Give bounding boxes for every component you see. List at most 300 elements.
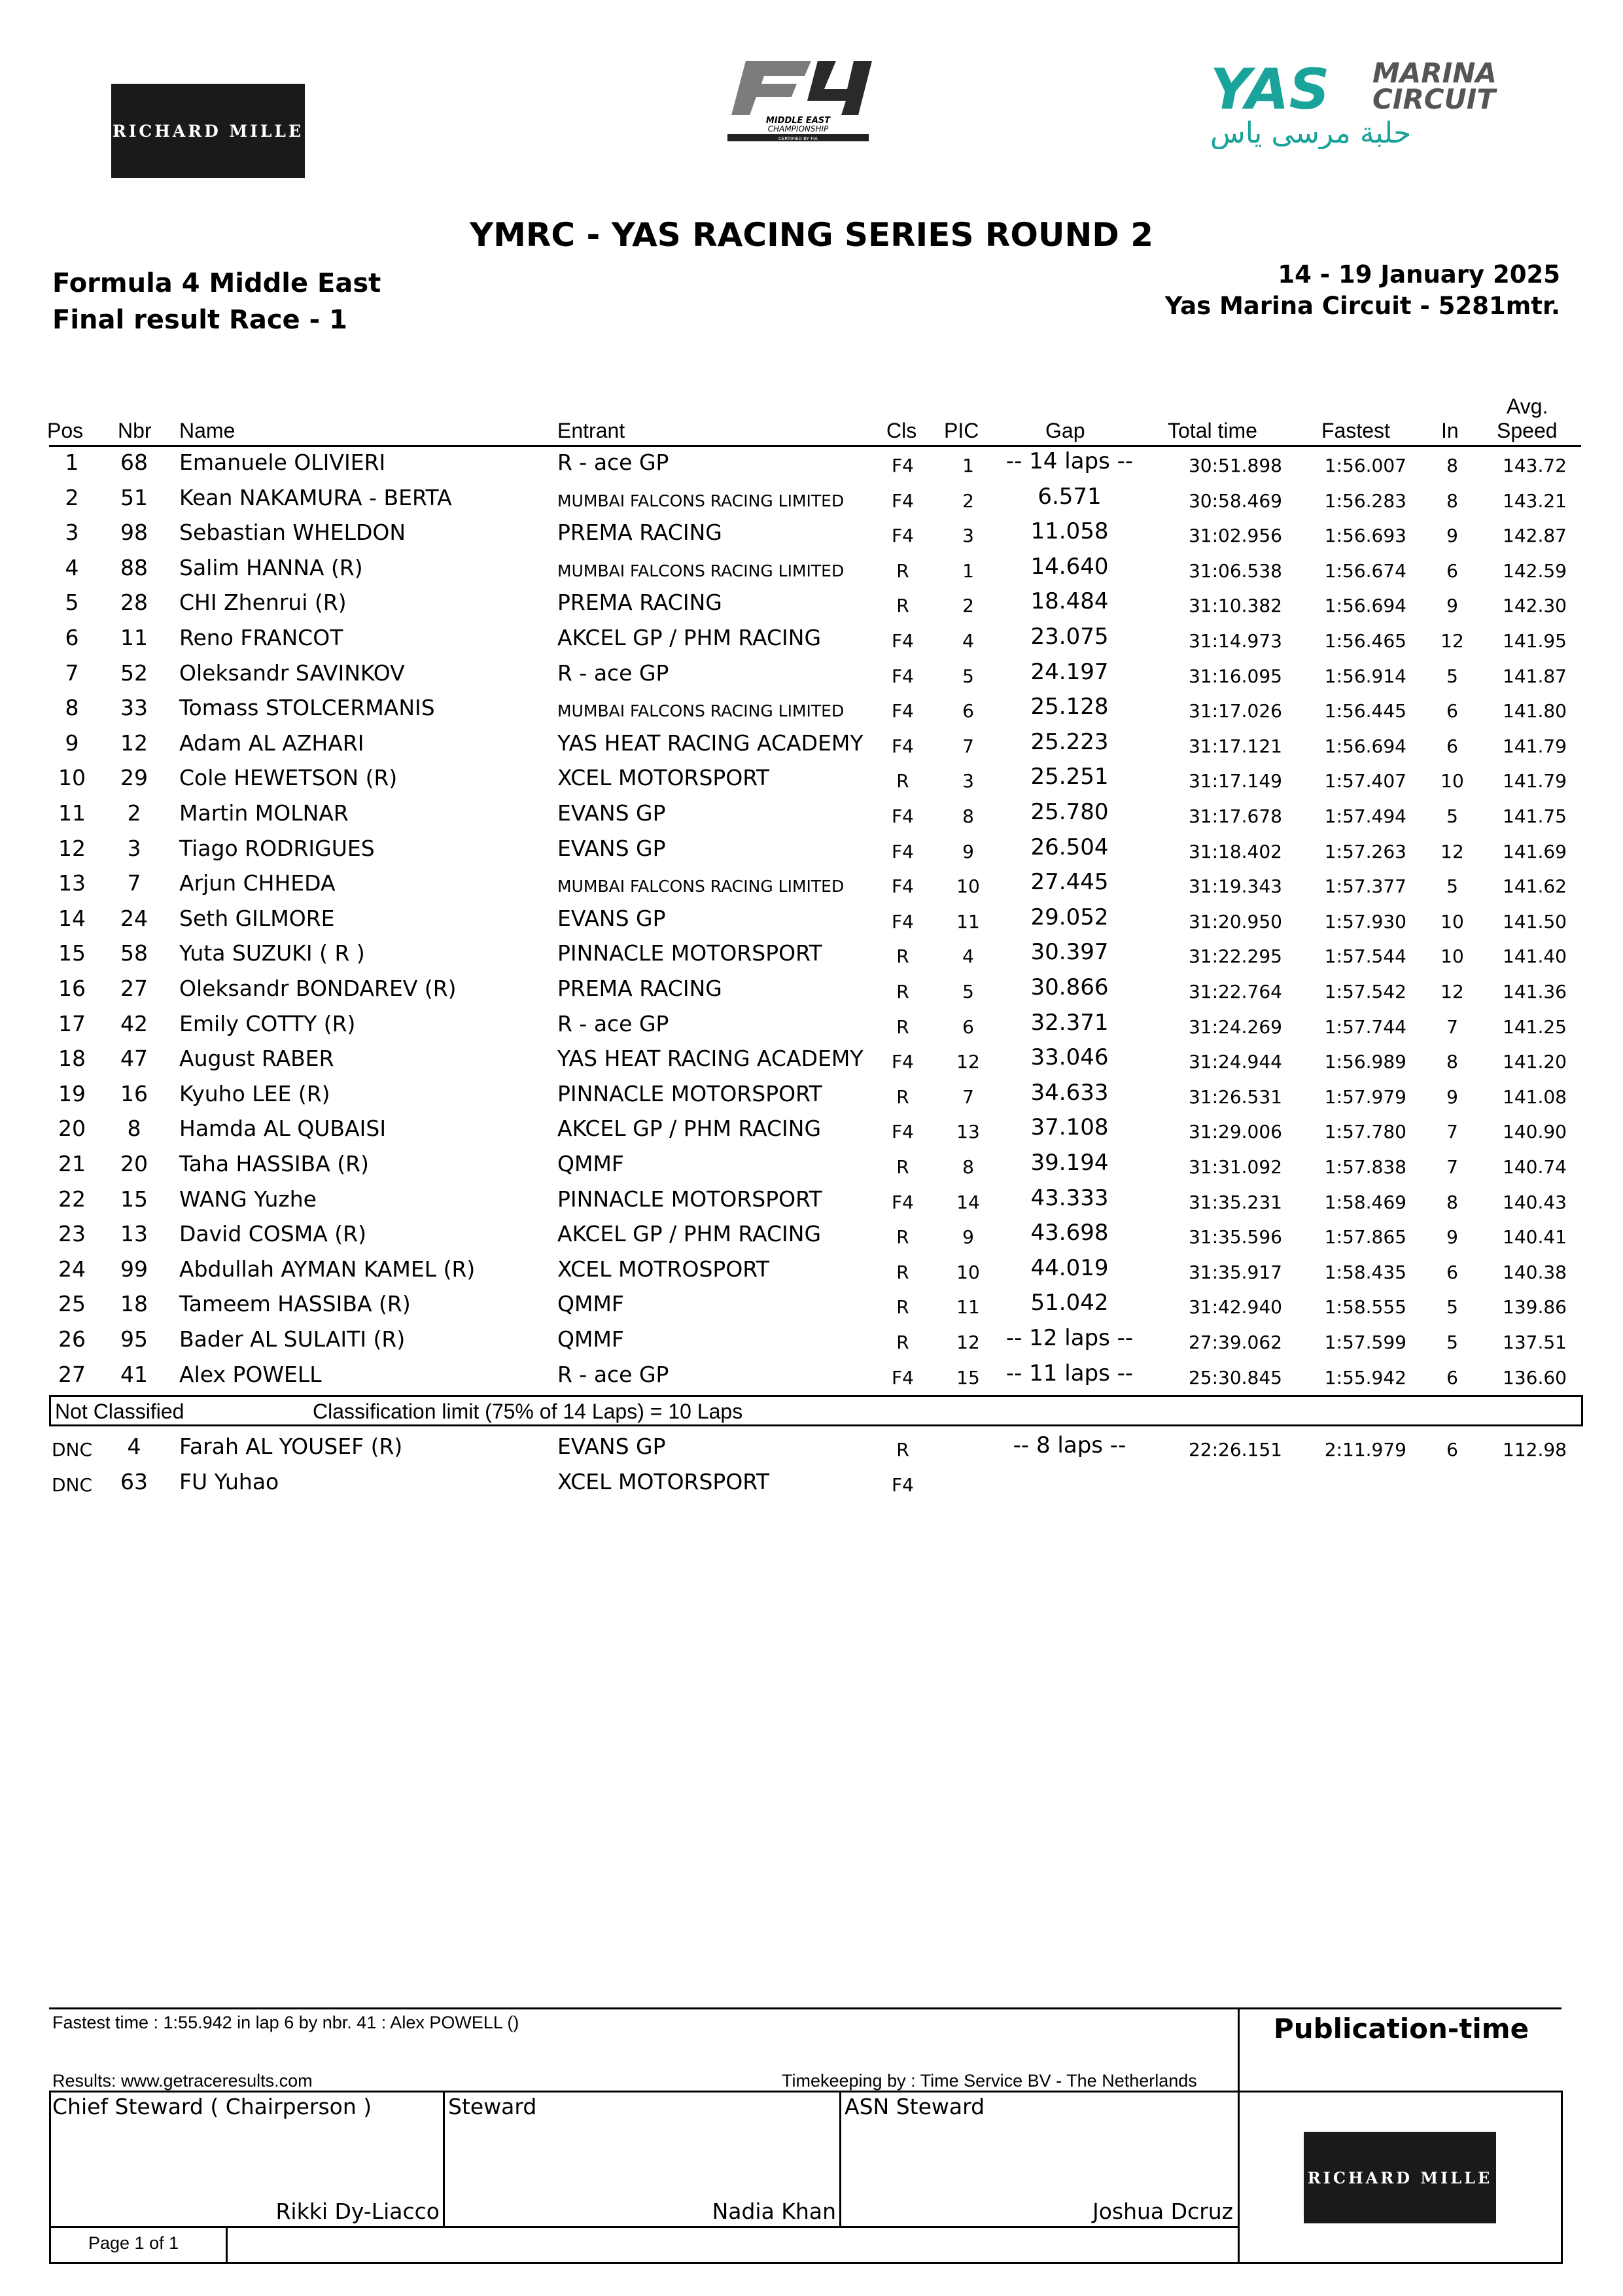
cell-speed: 141.69 <box>1503 840 1567 862</box>
cell-fastest: 1:57.780 <box>1324 1121 1406 1143</box>
f4-middle-east-logo <box>713 58 883 143</box>
cell-nbr: 52 <box>120 660 148 686</box>
result-row <box>0 622 1623 658</box>
cell-cls: F4 <box>892 700 914 722</box>
cell-pic: 6 <box>962 700 974 722</box>
cell-fastest: 2:11.979 <box>1324 1439 1406 1460</box>
cell-nbr: 16 <box>120 1080 148 1106</box>
cell-pos: 11 <box>58 800 86 826</box>
cell-cls: F4 <box>892 1366 914 1388</box>
cell-speed: 139.86 <box>1503 1296 1567 1318</box>
yas-marina-circuit-logo <box>1210 58 1557 149</box>
cell-name: Cole HEWETSON (R) <box>179 765 398 791</box>
cell-name: Yuta SUZUKI ( R ) <box>179 940 365 966</box>
cell-entrant: MUMBAI FALCONS RACING LIMITED <box>557 561 845 580</box>
cell-pic: 4 <box>962 945 974 968</box>
publication-time: Publication-time <box>1273 2013 1529 2045</box>
cell-nbr: 95 <box>120 1326 148 1352</box>
cell-cls: R <box>896 1296 909 1318</box>
cell-name: Martin MOLNAR <box>179 800 349 826</box>
cell-fastest: 1:56.283 <box>1324 489 1406 512</box>
cell-total: 31:17.026 <box>1188 700 1282 722</box>
cell-entrant: R - ace GP <box>557 1010 669 1036</box>
cell-gap: -- 12 laps -- <box>1005 1325 1134 1351</box>
cell-fastest: 1:56.989 <box>1324 1051 1406 1073</box>
cell-fastest: 1:57.865 <box>1324 1226 1406 1248</box>
col-fastest: Fastest <box>1321 419 1390 442</box>
cell-pos: 5 <box>65 590 79 616</box>
cell-nbr: 68 <box>120 450 148 475</box>
cell-name: Oleksandr BONDAREV (R) <box>179 976 457 1001</box>
cell-gap: 29.052 <box>1030 904 1109 930</box>
svg-text:CHAMPIONSHIP: CHAMPIONSHIP <box>767 124 829 133</box>
result-row <box>0 587 1623 622</box>
cell-nbr: 41 <box>120 1361 148 1387</box>
col-pos: Pos <box>47 419 84 442</box>
cell-cls: F4 <box>892 665 914 687</box>
svg-text:CIRCUIT: CIRCUIT <box>1372 83 1495 115</box>
cell-in: 12 <box>1440 981 1464 1002</box>
cell-name: Seth GILMORE <box>179 905 335 931</box>
cell-speed: 112.98 <box>1503 1439 1567 1460</box>
svg-text:حلبة مرسى ياس: حلبة مرسى ياس <box>1210 116 1412 149</box>
cell-speed: 140.41 <box>1503 1226 1567 1248</box>
cell-gap: 11.058 <box>1030 518 1109 545</box>
cell-in: 10 <box>1440 770 1464 792</box>
richard-mille-logo: RICHARD MILLE <box>111 84 305 178</box>
cell-in: 5 <box>1446 665 1458 687</box>
cell-total: 31:29.006 <box>1188 1121 1282 1143</box>
cell-total: 31:26.531 <box>1188 1086 1282 1108</box>
cell-in: 5 <box>1446 1332 1458 1353</box>
result-row <box>0 1008 1623 1044</box>
cell-nbr: 4 <box>127 1434 141 1459</box>
classification-limit: Classification limit (75% of 14 Laps) = 10 Laps <box>313 1400 743 1423</box>
cell-gap: 30.397 <box>1030 939 1109 966</box>
result-row <box>0 762 1623 798</box>
cell-fastest: 1:58.435 <box>1324 1261 1406 1283</box>
col-in: In <box>1441 419 1459 442</box>
cell-nbr: 27 <box>120 976 148 1001</box>
result-row <box>0 658 1623 693</box>
result-row <box>0 1359 1623 1394</box>
cell-cls: F4 <box>892 630 914 652</box>
cell-gap: 51.042 <box>1030 1290 1109 1316</box>
result-row <box>0 447 1623 482</box>
cell-cls: F4 <box>892 735 914 757</box>
cell-gap: 44.019 <box>1030 1254 1109 1281</box>
cell-name: August RABER <box>179 1046 334 1072</box>
result-row <box>0 1078 1623 1114</box>
col-avg-speed-line1: Avg. <box>1507 395 1548 418</box>
cell-nbr: 18 <box>120 1291 148 1317</box>
pub-box-bottom <box>1238 2262 1563 2264</box>
cell-nbr: 58 <box>120 940 148 966</box>
result-row <box>0 1043 1623 1078</box>
cell-fastest: 1:56.007 <box>1324 455 1406 476</box>
cell-pos: 18 <box>58 1046 86 1072</box>
result-row <box>0 868 1623 903</box>
cell-fastest: 1:57.744 <box>1324 1016 1406 1038</box>
chief-steward-name: Rikki Dy-Liacco <box>275 2199 440 2224</box>
cell-entrant: AKCEL GP / PHM RACING <box>557 1221 822 1247</box>
cell-fastest: 1:56.694 <box>1324 595 1406 617</box>
cell-pos: 24 <box>58 1256 86 1282</box>
cell-in: 8 <box>1446 455 1458 476</box>
cell-speed: 140.74 <box>1503 1156 1567 1178</box>
result-row <box>0 1184 1623 1219</box>
cell-pos: 22 <box>58 1186 86 1212</box>
dnc-row <box>0 1431 1623 1466</box>
timekeeping-note: Timekeeping by : Time Service BV - The Netherlands <box>782 2071 1197 2091</box>
cell-gap: 23.075 <box>1030 624 1109 650</box>
chief-steward-title: Chief Steward ( Chairperson ) <box>52 2094 372 2119</box>
cell-name: Emily COTTY (R) <box>179 1010 356 1036</box>
cell-cls: R <box>896 1086 909 1108</box>
cell-pic: 7 <box>962 735 974 757</box>
cell-gap: 39.194 <box>1030 1150 1109 1176</box>
pub-box-right <box>1561 2091 1563 2264</box>
cell-cls: F4 <box>892 840 914 862</box>
cell-fastest: 1:56.674 <box>1324 559 1406 582</box>
cell-entrant: QMMF <box>557 1291 624 1317</box>
cell-nbr: 33 <box>120 695 148 721</box>
cell-total: 31:17.149 <box>1188 770 1282 792</box>
cell-in: 7 <box>1446 1156 1458 1178</box>
svg-text:CERTIFIED BY FIA: CERTIFIED BY FIA <box>778 136 818 141</box>
cell-entrant: QMMF <box>557 1151 624 1176</box>
cell-fastest: 1:56.445 <box>1324 700 1406 722</box>
cell-total: 25:30.845 <box>1188 1366 1282 1388</box>
cell-pos: 15 <box>58 940 86 966</box>
result-row <box>0 482 1623 518</box>
cell-pos: 21 <box>58 1151 86 1176</box>
cell-name: Tameem HASSIBA (R) <box>179 1291 411 1317</box>
cell-name: Sebastian WHELDON <box>179 520 406 546</box>
cell-nbr: 24 <box>120 905 148 931</box>
steward-box-left <box>49 2091 51 2264</box>
col-cls: Cls <box>886 419 917 442</box>
cell-cls: F4 <box>892 910 914 932</box>
cell-cls: R <box>896 1016 909 1038</box>
cell-speed: 141.62 <box>1503 875 1567 898</box>
result-row <box>0 692 1623 728</box>
cell-pic: 9 <box>962 840 974 862</box>
cell-pic: 11 <box>956 1296 980 1318</box>
cell-entrant: EVANS GP <box>557 1434 666 1459</box>
cell-gap: 32.371 <box>1030 1009 1109 1036</box>
cell-total: 31:10.382 <box>1188 595 1282 617</box>
cell-cls: R <box>896 945 909 968</box>
cell-total: 27:39.062 <box>1188 1332 1282 1353</box>
cell-total: 31:42.940 <box>1188 1296 1282 1318</box>
cell-speed: 143.21 <box>1503 489 1567 512</box>
cell-total: 31:17.678 <box>1188 805 1282 827</box>
cell-in: 6 <box>1446 1439 1458 1460</box>
cell-cls: F4 <box>892 1474 914 1496</box>
cell-cls: R <box>896 1332 909 1353</box>
not-classified-label: Not Classified <box>55 1400 184 1423</box>
cell-pos: 20 <box>58 1116 86 1142</box>
cell-in: 8 <box>1446 489 1458 512</box>
cell-gap: 26.504 <box>1030 834 1109 860</box>
cell-name: Abdullah AYMAN KAMEL (R) <box>179 1256 476 1282</box>
steward-title: Steward <box>448 2094 537 2119</box>
cell-nbr: 63 <box>120 1468 148 1494</box>
cell-speed: 141.50 <box>1503 910 1567 932</box>
cell-name: FU Yuhao <box>179 1468 279 1494</box>
cell-gap: 37.108 <box>1030 1114 1109 1141</box>
cell-fastest: 1:56.693 <box>1324 525 1406 547</box>
cell-nbr: 28 <box>120 590 148 616</box>
cell-gap: 25.128 <box>1030 694 1109 720</box>
cell-speed: 140.38 <box>1503 1261 1567 1283</box>
col-pic: PIC <box>944 419 979 442</box>
cell-total: 31:17.121 <box>1188 735 1282 757</box>
col-name: Name <box>179 419 236 442</box>
cell-cls: R <box>896 1156 909 1178</box>
col-nbr: Nbr <box>118 419 152 442</box>
cell-speed: 142.59 <box>1503 559 1567 582</box>
col-gap: Gap <box>1045 419 1085 442</box>
cell-total: 31:06.538 <box>1188 559 1282 582</box>
cell-entrant: PINNACLE MOTORSPORT <box>557 1080 822 1106</box>
result-row <box>0 973 1623 1008</box>
cell-in: 7 <box>1446 1121 1458 1143</box>
cell-gap: 33.046 <box>1030 1044 1109 1071</box>
cell-name: Farah AL YOUSEF (R) <box>179 1434 403 1459</box>
cell-in: 9 <box>1446 1086 1458 1108</box>
cell-speed: 143.72 <box>1503 455 1567 476</box>
cell-cls: F4 <box>892 805 914 827</box>
cell-pos: 19 <box>58 1080 86 1106</box>
page-box-bottom <box>49 2262 1240 2264</box>
cell-in: 6 <box>1446 1366 1458 1388</box>
cell-name: Alex POWELL <box>179 1361 322 1387</box>
cell-total: 30:58.469 <box>1188 489 1282 512</box>
cell-cls: F4 <box>892 525 914 547</box>
cell-in: 12 <box>1440 630 1464 652</box>
cell-name: Adam AL AZHARI <box>179 730 364 756</box>
cell-speed: 141.75 <box>1503 805 1567 827</box>
cell-fastest: 1:57.263 <box>1324 840 1406 862</box>
cell-nbr: 13 <box>120 1221 148 1247</box>
cell-total: 31:24.269 <box>1188 1016 1282 1038</box>
cell-speed: 141.80 <box>1503 700 1567 722</box>
cell-cls: F4 <box>892 875 914 898</box>
cell-name: Reno FRANCOT <box>179 625 343 650</box>
cell-speed: 141.08 <box>1503 1086 1567 1108</box>
page-divider <box>226 2226 228 2264</box>
cell-entrant: PINNACLE MOTORSPORT <box>557 940 822 966</box>
cell-speed: 141.20 <box>1503 1051 1567 1073</box>
cell-cls: R <box>896 1261 909 1283</box>
cell-speed: 141.40 <box>1503 945 1567 968</box>
cell-entrant: AKCEL GP / PHM RACING <box>557 625 822 650</box>
cell-pos: 3 <box>65 520 79 546</box>
cell-total: 30:51.898 <box>1188 455 1282 476</box>
cell-pic: 12 <box>956 1332 980 1353</box>
cell-in: 6 <box>1446 559 1458 582</box>
cell-entrant: AKCEL GP / PHM RACING <box>557 1116 822 1142</box>
cell-entrant: R - ace GP <box>557 450 669 475</box>
cell-pos: 4 <box>65 554 79 580</box>
result-row <box>0 728 1623 763</box>
cell-entrant: EVANS GP <box>557 835 666 861</box>
cell-name: Bader AL SULAITI (R) <box>179 1326 406 1352</box>
cell-pic: 3 <box>962 770 974 792</box>
cell-gap: 34.633 <box>1030 1079 1109 1106</box>
cell-total: 31:20.950 <box>1188 910 1282 932</box>
footer-rule-top <box>49 2007 1562 2009</box>
cell-fastest: 1:57.979 <box>1324 1086 1406 1108</box>
cell-gap: 43.333 <box>1030 1184 1109 1211</box>
cell-total: 22:26.151 <box>1188 1439 1282 1460</box>
results-url[interactable]: Results: www.getraceresults.com <box>52 2071 313 2091</box>
cell-fastest: 1:57.838 <box>1324 1156 1406 1178</box>
steward-name: Nadia Khan <box>712 2199 836 2224</box>
cell-pic: 2 <box>962 489 974 512</box>
cell-cls: R <box>896 559 909 582</box>
cell-pic: 10 <box>956 875 980 898</box>
cell-cls: F4 <box>892 1191 914 1213</box>
cell-nbr: 29 <box>120 765 148 791</box>
cell-nbr: 8 <box>127 1116 141 1142</box>
result-row <box>0 938 1623 973</box>
cell-pos: 6 <box>65 625 79 650</box>
cell-fastest: 1:57.407 <box>1324 770 1406 792</box>
cell-entrant: MUMBAI FALCONS RACING LIMITED <box>557 491 845 510</box>
cell-gap: 43.698 <box>1030 1220 1109 1246</box>
cell-pos: 2 <box>65 484 79 510</box>
event-title: YMRC - YAS RACING SERIES ROUND 2 <box>469 216 1154 254</box>
cell-cls: R <box>896 770 909 792</box>
cell-gap: 14.640 <box>1030 553 1109 580</box>
steward-divider-2 <box>839 2091 841 2228</box>
not-classified-bar <box>49 1395 1583 1426</box>
cell-in: 6 <box>1446 735 1458 757</box>
cell-entrant: PINNACLE MOTORSPORT <box>557 1186 822 1212</box>
race-name: Final result Race - 1 <box>52 305 347 335</box>
cell-fastest: 1:57.377 <box>1324 875 1406 898</box>
cell-pic: 2 <box>962 595 974 617</box>
cell-nbr: 12 <box>120 730 148 756</box>
cell-pic: 12 <box>956 1051 980 1073</box>
cell-name: David COSMA (R) <box>179 1221 366 1247</box>
cell-in: 5 <box>1446 1296 1458 1318</box>
cell-pic: 3 <box>962 525 974 547</box>
cell-speed: 140.43 <box>1503 1191 1567 1213</box>
cell-speed: 141.25 <box>1503 1016 1567 1038</box>
cell-in: 12 <box>1440 840 1464 862</box>
cell-total: 31:35.596 <box>1188 1226 1282 1248</box>
col-avg-speed-line2: Speed <box>1497 419 1558 442</box>
cell-fastest: 1:56.914 <box>1324 665 1406 687</box>
cell-gap: 27.445 <box>1030 869 1109 896</box>
cell-pos: 7 <box>65 660 79 686</box>
svg-text:MIDDLE EAST: MIDDLE EAST <box>765 116 831 126</box>
cell-entrant: PREMA RACING <box>557 976 722 1001</box>
cell-total: 31:35.917 <box>1188 1261 1282 1283</box>
cell-cls: R <box>896 981 909 1002</box>
cell-pos: 26 <box>58 1326 86 1352</box>
cell-fastest: 1:57.599 <box>1324 1332 1406 1353</box>
result-row <box>0 903 1623 938</box>
cell-fastest: 1:57.494 <box>1324 805 1406 827</box>
cell-pic: 13 <box>956 1121 980 1143</box>
cell-pos: 10 <box>58 765 86 791</box>
cell-gap: 24.197 <box>1030 658 1109 685</box>
cell-total: 31:24.944 <box>1188 1051 1282 1073</box>
cell-pos: 16 <box>58 976 86 1001</box>
cell-in: 8 <box>1446 1051 1458 1073</box>
page-number: Page 1 of 1 <box>88 2233 179 2253</box>
cell-in: 5 <box>1446 875 1458 898</box>
svg-text:YAS: YAS <box>1210 58 1330 122</box>
cell-total: 31:02.956 <box>1188 525 1282 547</box>
cell-entrant: R - ace GP <box>557 1361 669 1387</box>
result-row <box>0 1148 1623 1184</box>
result-row <box>0 798 1623 833</box>
cell-fastest: 1:57.930 <box>1324 910 1406 932</box>
cell-pic: 8 <box>962 805 974 827</box>
cell-pos: 27 <box>58 1361 86 1387</box>
cell-nbr: 42 <box>120 1010 148 1036</box>
cell-speed: 141.87 <box>1503 665 1567 687</box>
cell-pic: 5 <box>962 981 974 1002</box>
cell-entrant: R - ace GP <box>557 660 669 686</box>
cell-pic: 10 <box>956 1261 980 1283</box>
cell-pic: 4 <box>962 630 974 652</box>
cell-entrant: PREMA RACING <box>557 590 722 616</box>
asn-steward-title: ASN Steward <box>845 2094 985 2119</box>
cell-pic: 14 <box>956 1191 980 1213</box>
cell-speed: 141.79 <box>1503 770 1567 792</box>
result-row <box>0 1288 1623 1324</box>
steward-box-bottom <box>49 2226 1240 2228</box>
cell-speed: 141.95 <box>1503 630 1567 652</box>
cell-pos: DNC <box>51 1474 93 1496</box>
cell-speed: 141.79 <box>1503 735 1567 757</box>
cell-entrant: QMMF <box>557 1326 624 1352</box>
cell-name: Oleksandr SAVINKOV <box>179 660 405 686</box>
dnc-row <box>0 1466 1623 1502</box>
cell-total: 31:22.764 <box>1188 981 1282 1002</box>
cell-gap: 25.251 <box>1030 764 1109 790</box>
cell-nbr: 47 <box>120 1046 148 1072</box>
cell-cls: R <box>896 595 909 617</box>
cell-name: WANG Yuzhe <box>179 1186 317 1212</box>
cell-speed: 140.90 <box>1503 1121 1567 1143</box>
cell-cls: R <box>896 1439 909 1460</box>
cell-nbr: 20 <box>120 1151 148 1176</box>
cell-in: 9 <box>1446 595 1458 617</box>
col-entrant: Entrant <box>557 419 625 442</box>
cell-fastest: 1:56.465 <box>1324 630 1406 652</box>
svg-text:MARINA: MARINA <box>1372 58 1497 89</box>
asn-steward-name: Joshua Dcruz <box>1092 2199 1233 2224</box>
cell-pic: 1 <box>962 559 974 582</box>
cell-pos: 1 <box>65 450 79 475</box>
col-total-time: Total time <box>1168 419 1257 442</box>
cell-pos: 17 <box>58 1010 86 1036</box>
cell-fastest: 1:58.469 <box>1324 1191 1406 1213</box>
cell-in: 6 <box>1446 700 1458 722</box>
cell-in: 7 <box>1446 1016 1458 1038</box>
cell-nbr: 51 <box>120 484 148 510</box>
cell-name: Kyuho LEE (R) <box>179 1080 330 1106</box>
cell-pos: DNC <box>51 1439 93 1460</box>
